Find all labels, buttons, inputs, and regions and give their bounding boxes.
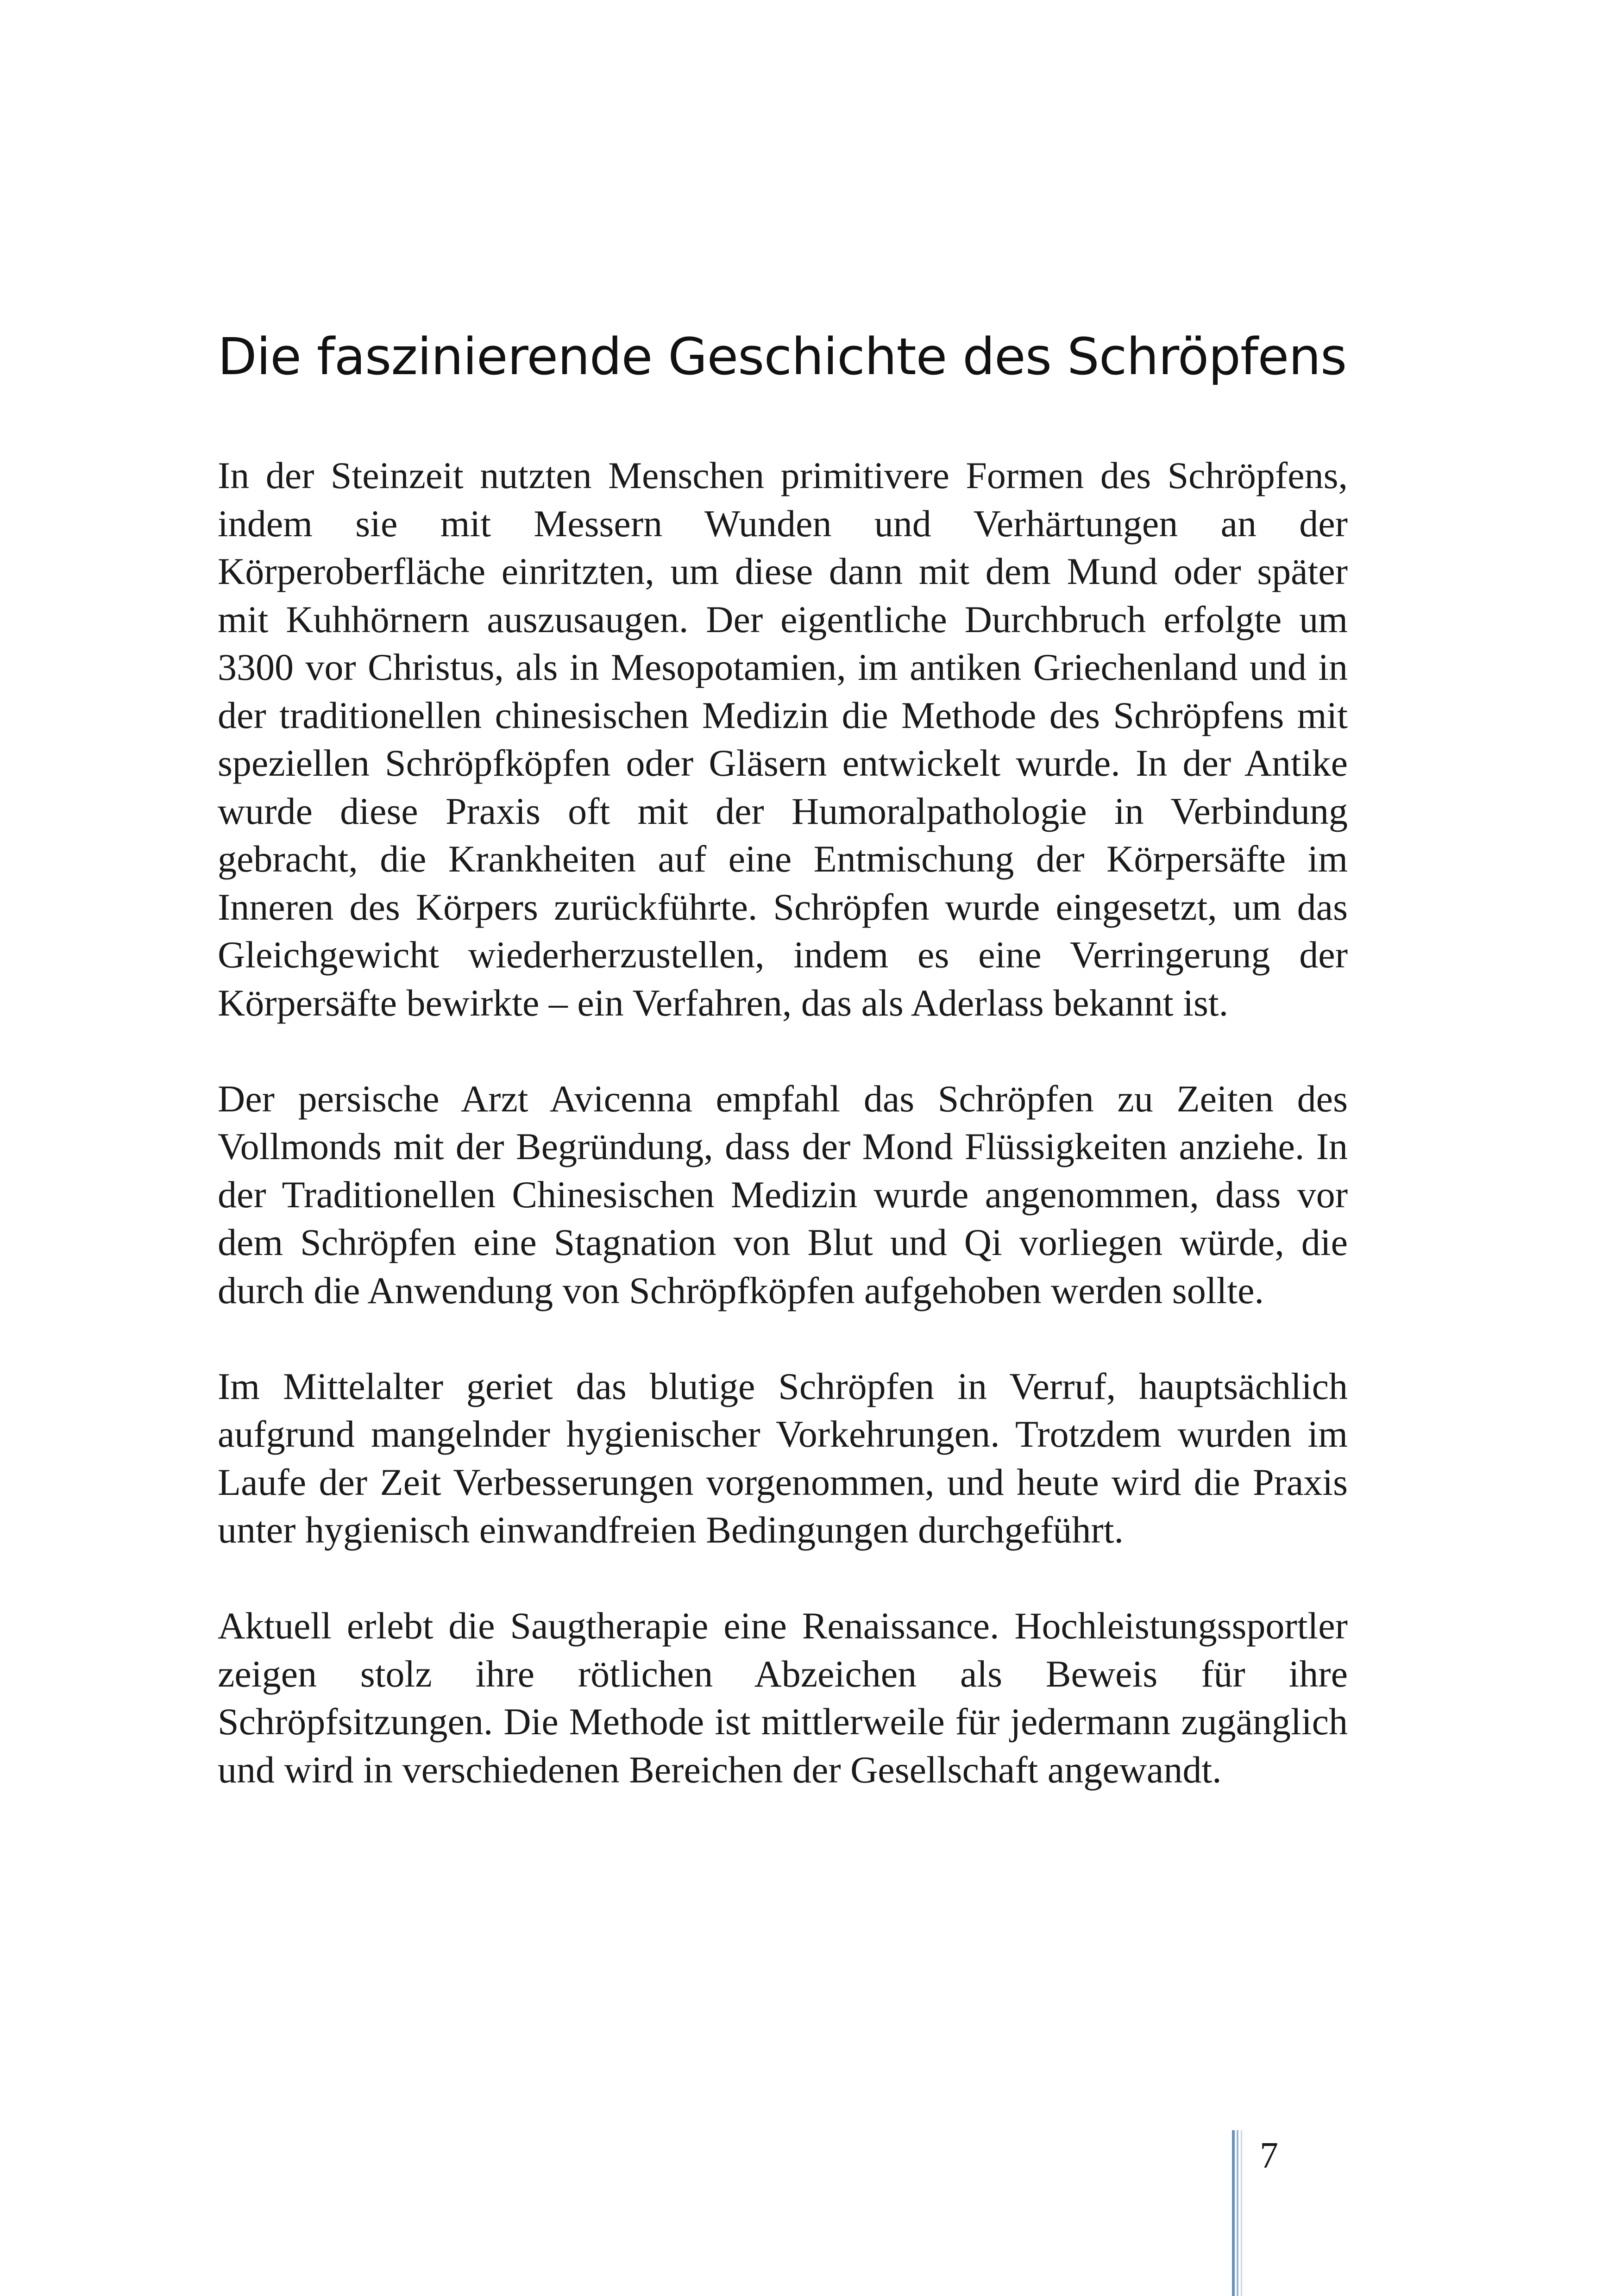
page-number: 7 [1260,2135,1278,2176]
body-text [218,452,1348,1842]
paragraph-middle-ages: Im Mittelalter geriet das blutige Schröpfen in Verruf, hauptsächlich aufgrund mangelnder hygienischer Vorkehrungen. Trotzdem wurden im Laufe der Zeit Verbesserungen vorgenommen, und heute wird die Praxis unter hygienisch einwandfreien Bedingungen durchgeführt. [218,1365,1348,1551]
paragraph-renaissance: Aktuell erlebt die Saugtherapie eine Renaissance. Hochleistungssportler zeigen stolz ihre rötlichen Abzeichen als Beweis für ihre Schröpfsitzungen. Die Methode ist mittlerweile für jedermann zugänglich und wird in verschiedenen Bereichen der Gesellschaft angewandt. [218,1605,1348,1791]
page-number-rule [1232,2130,1244,2296]
chapter-title: Die faszinierende Geschichte des Schröpfens [218,327,1347,386]
paragraph-stone-age-history: In der Steinzeit nutzten Menschen primitivere Formen des Schröpfens, indem sie mit Messern Wunden und Verhärtungen an der Körperoberfläche einritzten, um diese dann mit dem Mund oder später mit Kuhhörnern auszusaugen. Der eigentliche Durchbruch erfolgte um 3300 vor Christus, als in Mesopotamien, im antiken Griechenland und in der traditionellen chinesischen Medizin die Methode des Schröpfens mit speziellen Schröpfköpfen oder Gläsern entwickelt wurde. In der Antike wurde diese Praxis oft mit der Humoralpathologie in Verbindung gebracht, die Krankheiten auf eine Entmischung der Körpersäfte im Inneren des Körpers zurückführte. Schröpfen wurde eingesetzt, um das Gleichgewicht wiederherzustellen, indem es eine Verringerung der Körpersäfte bewirkte – ein Verfahren, das als Aderlass bekannt ist. [218,454,1348,1024]
paragraph-avicenna-tcm: Der persische Arzt Avicenna empfahl das Schröpfen zu Zeiten des Vollmonds mit der Begründung, dass der Mond Flüssigkeiten anziehe. In der Traditionellen Chinesischen Medizin wurde angenommen, dass vor dem Schröpfen eine Stagnation von Blut und Qi vorliegen würde, die durch die Anwendung von Schröpfköpfen aufgehoben werden sollte. [218,1077,1348,1311]
